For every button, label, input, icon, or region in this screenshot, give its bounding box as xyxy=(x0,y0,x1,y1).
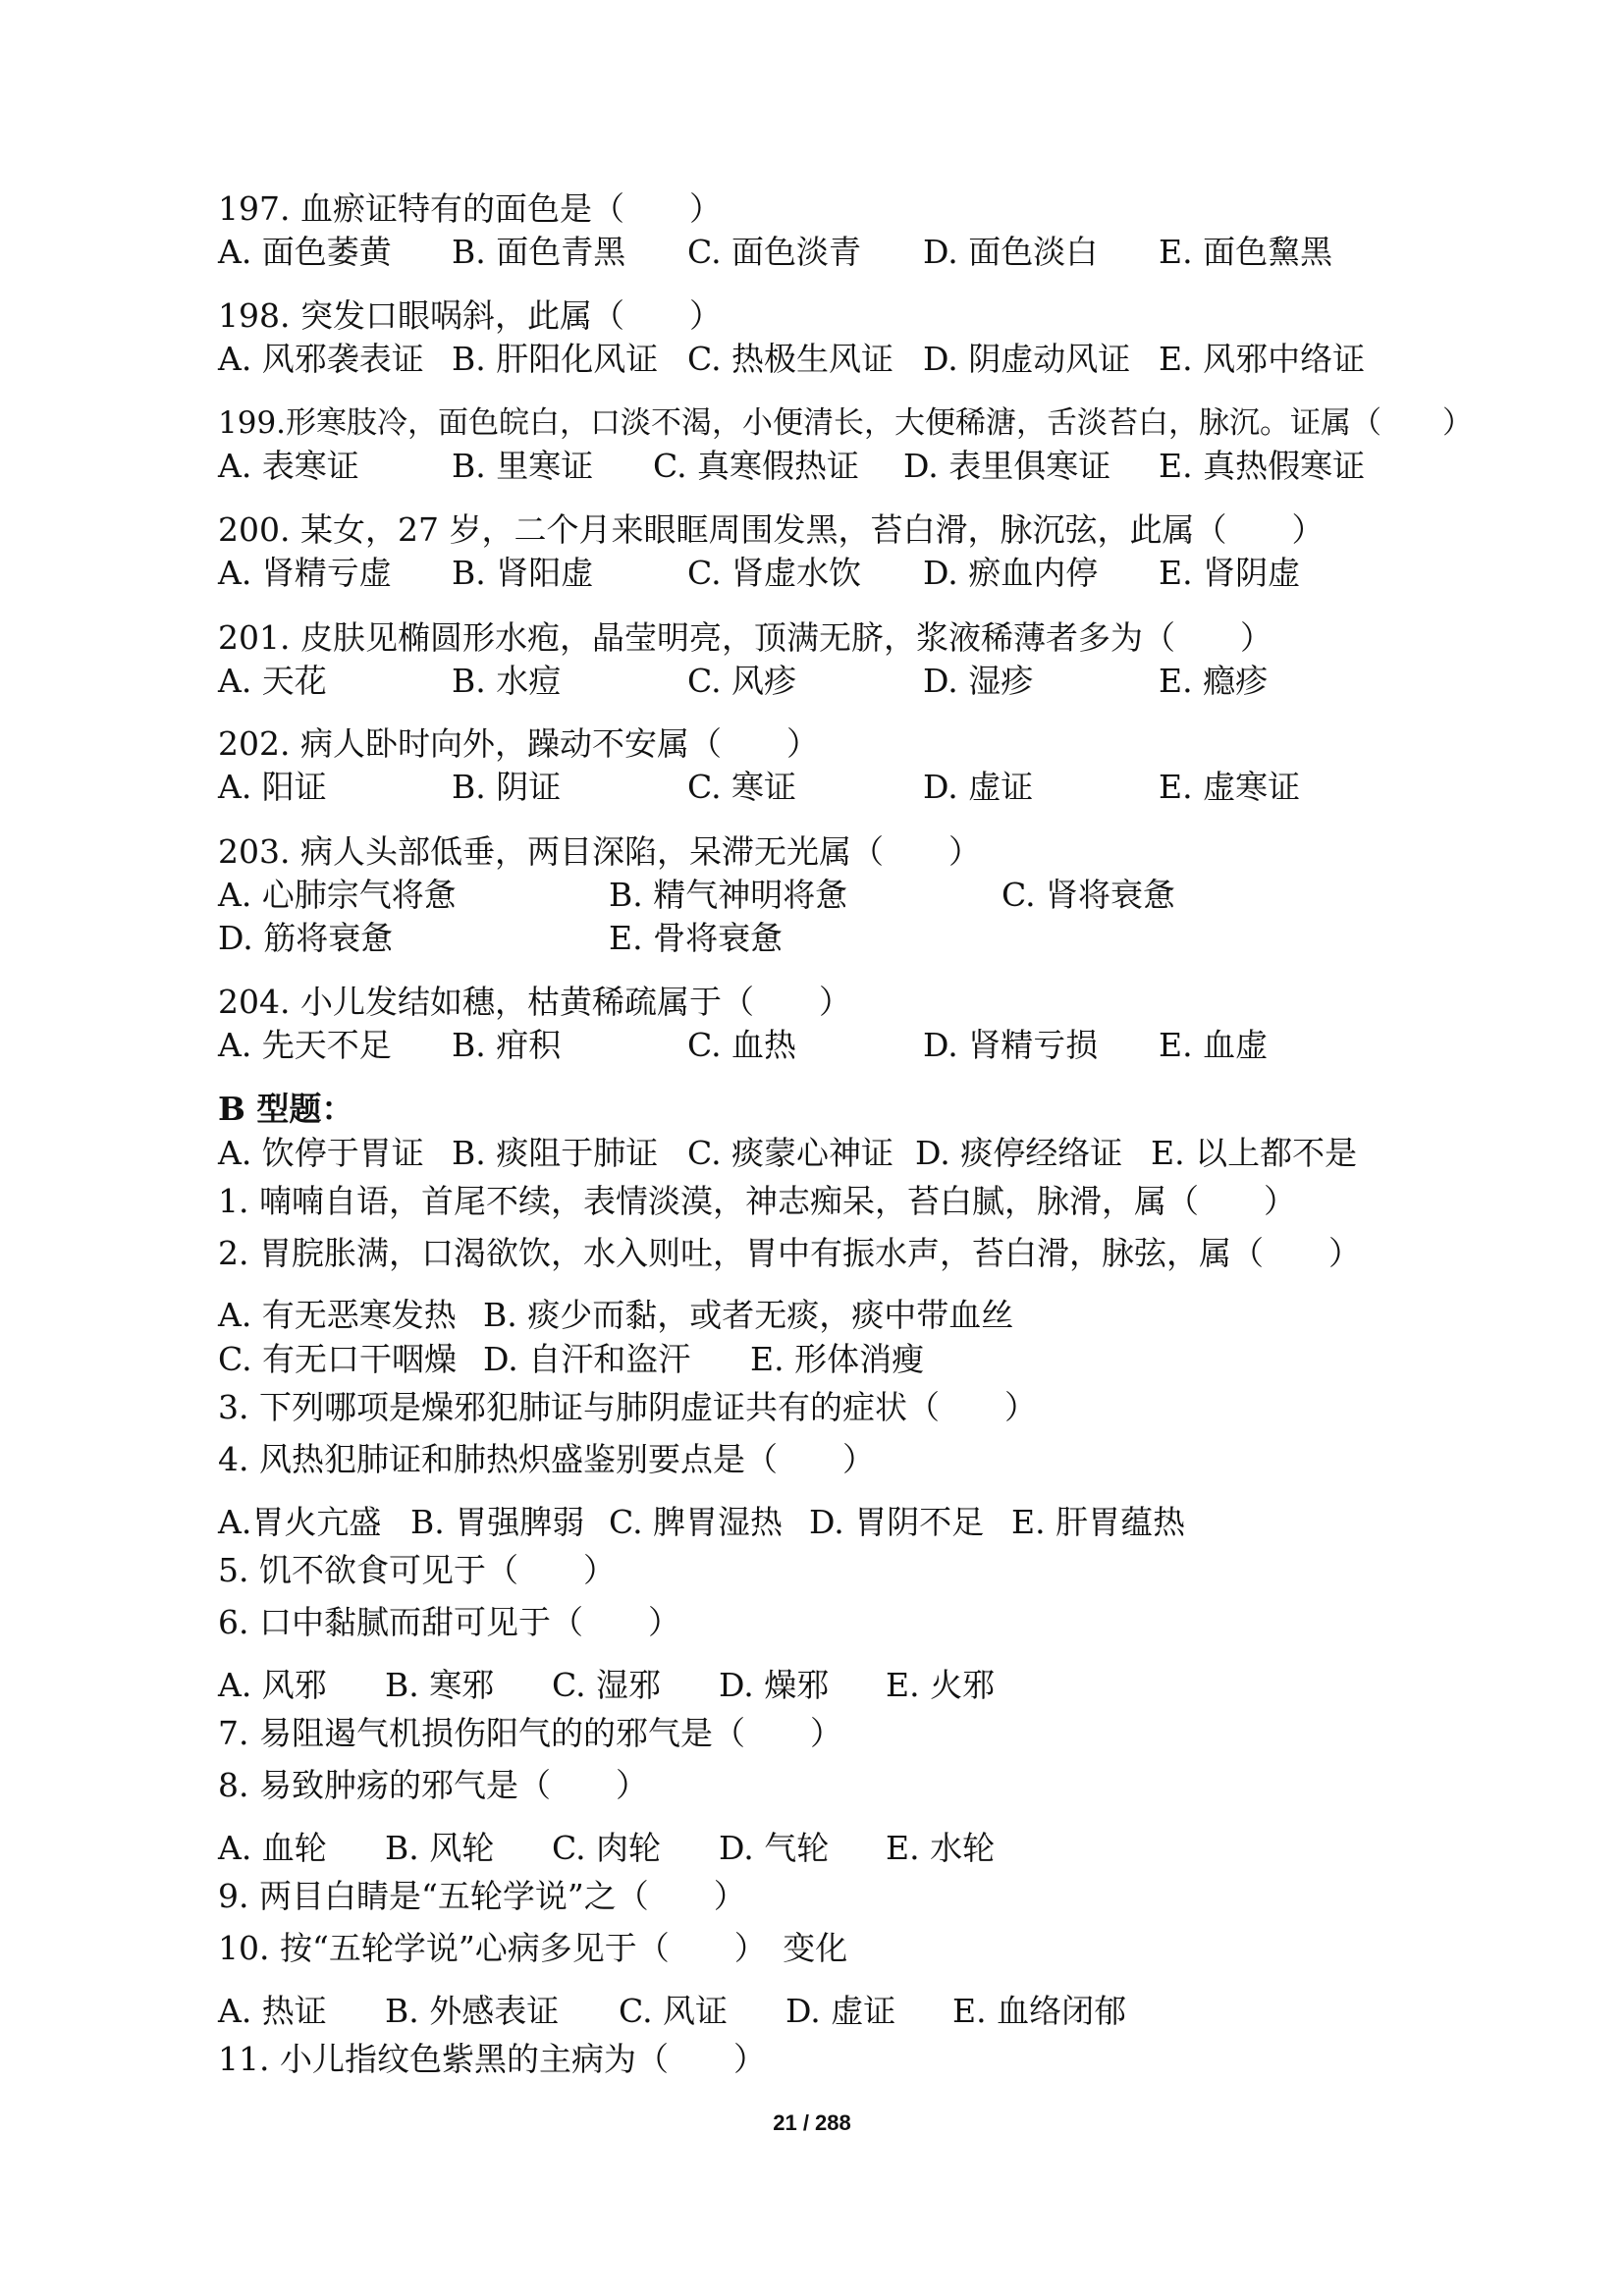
option-b: B. 外感表证 xyxy=(385,1992,560,2030)
option-b: B. 痰阻于肺证 xyxy=(452,1134,659,1172)
option-e: E. 血络闭郁 xyxy=(952,1992,1127,2030)
option-c: C. 肉轮 xyxy=(552,1829,662,1867)
option-c: C. 有无口干咽燥 xyxy=(218,1340,458,1378)
option-e: E. 形体消瘦 xyxy=(750,1340,925,1378)
question-202-stem: 202. 病人卧时向外，躁动不安属（ ） xyxy=(218,724,819,763)
option-d: D. 表里俱寒证 xyxy=(903,447,1111,485)
option-b: B. 阴证 xyxy=(452,768,562,806)
option-a: A. 阳证 xyxy=(218,768,327,806)
option-d: D. 虚证 xyxy=(923,768,1034,806)
option-a: A. 心肺宗气将惫 xyxy=(218,876,457,914)
option-b: B. 水痘 xyxy=(452,662,562,700)
question-b4: 4. 风热犯肺证和肺热炽盛鉴别要点是（ ） xyxy=(218,1440,875,1478)
question-b3: 3. 下列哪项是燥邪犯肺证与肺阴虚证共有的症状（ ） xyxy=(218,1388,1037,1426)
option-a: A. 热证 xyxy=(218,1992,327,2030)
question-b7: 7. 易阻遏气机损伤阳气的的邪气是（ ） xyxy=(218,1714,842,1752)
question-199-stem: 199.形寒肢冷，面色皖白，口淡不渴，小便清长，大便稀溏，舌淡苔白，脉沉。证属（ ） xyxy=(218,405,1474,441)
question-b5: 5. 饥不欲食可见于（ ） xyxy=(218,1551,616,1589)
option-d: D. 燥邪 xyxy=(719,1666,830,1704)
option-d: D. 虚证 xyxy=(785,1992,896,2030)
option-b: B. 肝阳化风证 xyxy=(452,340,659,378)
option-d: D. 肾精亏损 xyxy=(923,1026,1099,1064)
option-e: E. 骨将衰惫 xyxy=(609,919,784,957)
option-c: C. 面色淡青 xyxy=(687,233,862,271)
option-a: A. 先天不足 xyxy=(218,1026,392,1064)
question-198-stem: 198. 突发口眼㖞斜，此属（ ） xyxy=(218,296,722,335)
question-197-stem: 197. 血瘀证特有的面色是（ ） xyxy=(218,189,722,228)
option-b: B. 肾阳虚 xyxy=(452,554,594,592)
question-203-stem: 203. 病人头部低垂，两目深陷，呆滞无光属（ ） xyxy=(218,832,981,871)
question-204-stem: 204. 小儿发结如穗，枯黄稀疏属于（ ） xyxy=(218,983,851,1021)
option-c: C. 风疹 xyxy=(687,662,797,700)
option-a: A. 肾精亏虚 xyxy=(218,554,392,592)
option-e: E. 瘾疹 xyxy=(1159,662,1269,700)
question-201-stem: 201. 皮肤见椭圆形水疱，晶莹明亮，顶满无脐，浆液稀薄者多为（ ） xyxy=(218,618,1272,657)
option-c: C. 热极生风证 xyxy=(687,340,894,378)
option-a: A. 表寒证 xyxy=(218,447,359,485)
option-e: E. 火邪 xyxy=(886,1666,996,1704)
option-b: B. 风轮 xyxy=(385,1829,495,1867)
option-e: E. 水轮 xyxy=(886,1829,996,1867)
option-d: D. 面色淡白 xyxy=(923,233,1099,271)
option-a: A. 血轮 xyxy=(218,1829,327,1867)
option-b: B. 痰少而黏，或者无痰，痰中带血丝 xyxy=(483,1296,1014,1334)
option-c: C. 湿邪 xyxy=(552,1666,662,1704)
page-number: 21 / 288 xyxy=(773,2110,851,2135)
question-b2: 2. 胃脘胀满，口渴欲饮，水入则吐，胃中有振水声，苔白滑，脉弦，属（ ） xyxy=(218,1234,1361,1272)
option-c: C. 真寒假热证 xyxy=(653,447,860,485)
question-b6: 6. 口中黏腻而甜可见于（ ） xyxy=(218,1603,680,1641)
option-d: D. 湿疹 xyxy=(923,662,1034,700)
option-a: A. 有无恶寒发热 xyxy=(218,1296,457,1334)
question-b8: 8. 易致肿疡的邪气是（ ） xyxy=(218,1766,648,1804)
option-e: E. 虚寒证 xyxy=(1159,768,1301,806)
option-d: D. 自汗和盗汗 xyxy=(483,1340,691,1378)
option-c: C. 寒证 xyxy=(687,768,797,806)
question-b11: 11. 小儿指纹色紫黑的主病为（ ） xyxy=(218,2040,766,2078)
option-d: D. 痰停经络证 xyxy=(915,1134,1123,1172)
question-200-stem: 200. 某女，27 岁，二个月来眼眶周围发黑，苔白滑，脉沉弦，此属（ ） xyxy=(218,510,1325,549)
option-c: C. 痰蒙心神证 xyxy=(687,1134,894,1172)
option-b: B. 胃强脾弱 xyxy=(410,1503,585,1541)
option-b: B. 寒邪 xyxy=(385,1666,495,1704)
option-e: E. 以上都不是 xyxy=(1151,1134,1358,1172)
option-a: A. 饮停于胃证 xyxy=(218,1134,424,1172)
option-a: A. 面色萎黄 xyxy=(218,233,392,271)
option-d: D. 筋将衰惫 xyxy=(218,919,394,957)
option-e: E. 肾阴虚 xyxy=(1159,554,1301,592)
option-e: E. 面色黧黑 xyxy=(1159,233,1333,271)
option-c: C. 风证 xyxy=(619,1992,729,2030)
option-c: C. 肾将衰惫 xyxy=(1001,876,1176,914)
option-e: E. 血虚 xyxy=(1159,1026,1269,1064)
option-a: A.胃火亢盛 xyxy=(218,1503,382,1541)
option-a: A. 风邪袭表证 xyxy=(218,340,424,378)
option-c: C. 脾胃湿热 xyxy=(609,1503,784,1541)
option-c: C. 肾虚水饮 xyxy=(687,554,862,592)
option-e: E. 肝胃蕴热 xyxy=(1011,1503,1186,1541)
option-a: A. 天花 xyxy=(218,662,327,700)
option-d: D. 气轮 xyxy=(719,1829,830,1867)
question-b10: 10. 按“五轮学说”心病多见于（ ） 变化 xyxy=(218,1929,848,1967)
question-b9: 9. 两目白睛是“五轮学说”之（ ） xyxy=(218,1877,746,1915)
option-b: B. 精气神明将惫 xyxy=(609,876,848,914)
option-a: A. 风邪 xyxy=(218,1666,327,1704)
option-b: B. 疳积 xyxy=(452,1026,562,1064)
option-b: B. 面色青黑 xyxy=(452,233,626,271)
option-e: E. 真热假寒证 xyxy=(1159,447,1366,485)
section-heading-b-type: B 型题： xyxy=(218,1090,354,1128)
option-c: C. 血热 xyxy=(687,1026,797,1064)
option-b: B. 里寒证 xyxy=(452,447,594,485)
option-d: D. 胃阴不足 xyxy=(809,1503,985,1541)
option-d: D. 瘀血内停 xyxy=(923,554,1099,592)
question-b1: 1. 喃喃自语，首尾不续，表情淡漠，神志痴呆，苔白腻，脉滑，属（ ） xyxy=(218,1182,1296,1220)
option-e: E. 风邪中络证 xyxy=(1159,340,1366,378)
option-d: D. 阴虚动风证 xyxy=(923,340,1131,378)
